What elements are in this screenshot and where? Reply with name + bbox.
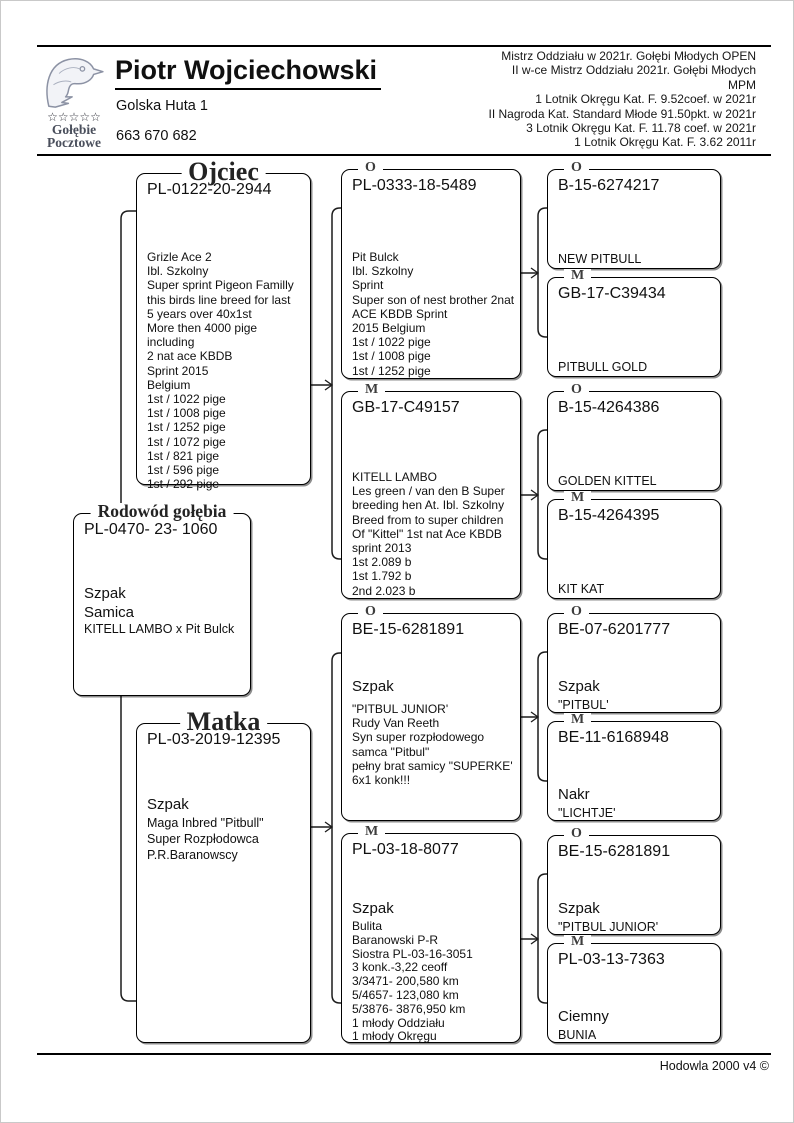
pigeon-color-name: Ciemny [558,1008,609,1025]
mother-color-name: Szpak [147,796,189,813]
pigeon-color-name: Szpak [352,900,394,917]
dam-label: M [564,491,591,505]
subject-ring-number: PL-0470- 23- 1060 [84,521,218,538]
sire-label: O [564,383,589,397]
pigeon-color-name: Nakr [558,786,590,803]
ring-number: B-15-6274217 [558,177,660,194]
pigeon-description: Pit Bulck Ibl. Szkolny Sprint Super son of nest brother 2nat ACE KBDB Sprint 2015 Belgium 1st / 1022 pige 1st / 1008 pige 1st / 1252 pige [352,250,515,378]
pigeon-title: BUNIA [558,1028,597,1042]
mother-box [136,707,311,1043]
dam-label: M [564,269,591,283]
breeder-name: Piotr Wojciechowski [115,55,381,90]
sire-label: O [564,827,589,841]
great-grandparent-box-1 [547,160,721,269]
ring-number: BE-15-6281891 [352,621,465,638]
ring-number: B-15-4264386 [558,399,660,416]
great-grandparent-box-6 [547,712,721,821]
father-description: Grizle Ace 2 Ibl. Szkolny Super sprint Pigeon Familly this birds line breed for last 5 years over 40x1st More then 4000 pige including 2 nat ace KBDB Sprint 2015 Belgium 1st / 1022 pige 1st / 1008 pige 1st / 1252 pige 1st / 1072 pige 1st / 821 pige 1st / 596 pige 1st / 292 pige [147,250,294,492]
sire-label: O [358,605,383,619]
father-ring-number: PL-0122-20-2944 [147,181,272,198]
ring-number: BE-15-6281891 [558,843,671,860]
dam-label: M [564,935,591,949]
subject-box [73,501,251,696]
software-credit: Hodowla 2000 v4 © [659,1059,769,1073]
ring-number: PL-03-13-7363 [558,951,665,968]
pigeon-color-name: Szpak [352,678,394,695]
father-label: Ojciec [181,159,266,185]
pigeon-title: "PITBUL' [558,698,609,712]
header-top-rule [37,45,771,47]
sire-label: O [564,161,589,175]
grandmother-maternal-box [341,824,521,1044]
footer-rule [37,1053,771,1055]
pigeon-description: Bulita Baranowski P-R Siostra PL-03-16-3051 3 konk.-3,22 ceoff 3/3471- 200,580 km 5/4657- 123,080 km 5/3876- 3876,950 km 1 młody Oddziału 1 młody Okręgu [352,919,473,1044]
subject-label: Rodowód gołębia [91,503,234,521]
pigeon-title: "PITBUL JUNIOR' [558,920,659,934]
pigeon-title: "LICHTJE' [558,806,616,820]
pigeon-color-name: Szpak [558,678,600,695]
mother-label: Matka [180,709,268,735]
mother-ring-number: PL-03-2019-12395 [147,731,281,748]
sire-label: O [358,161,383,175]
ring-number: PL-0333-18-5489 [352,177,477,194]
pigeon-description: "PITBUL JUNIOR' Rudy Van Reeth Syn super rozpłodowego samca "Pitbul" pełny brat samicy "SUPERKE' 6x1 konk!!! [352,702,513,788]
ring-number: BE-07-6201777 [558,621,671,638]
mother-description: Maga Inbred "Pitbull" Super Rozpłodowca P.R.Baranowscy [147,816,264,862]
subject-names: Szpak Samica [84,585,135,621]
pigeon-head-icon [39,53,109,109]
header-bottom-rule [37,154,771,156]
grandmother-paternal-box [341,382,521,599]
pigeon-color-name: Szpak [558,900,600,917]
ring-number: GB-17-C39434 [558,285,666,302]
logo-word-1: Gołębie [51,122,97,137]
ring-number: GB-17-C49157 [352,399,460,416]
sire-label: O [564,605,589,619]
great-grandparent-box-7 [547,826,721,935]
great-grandparent-box-3 [547,382,721,491]
grandfather-paternal-box [341,160,521,379]
pigeon-title: KIT KAT [558,582,605,596]
ring-number: PL-03-18-8077 [352,841,459,858]
logo-stars: ☆☆☆☆☆ [47,110,101,124]
great-grandparent-box-5 [547,604,721,713]
pigeon-title: PITBULL GOLD [558,360,648,374]
ring-number: B-15-4264395 [558,507,660,524]
pigeon-title: GOLDEN KITTEL [558,474,657,488]
great-grandparent-box-4 [547,490,721,599]
father-box [136,157,311,492]
subject-parents: KITELL LAMBO x Pit Bulck [84,622,235,636]
pigeon-title: NEW PITBULL [558,252,642,266]
dam-label: M [358,383,385,397]
breeder-logo [35,53,113,149]
great-grandparent-box-2 [547,268,721,377]
great-grandparent-box-8 [547,934,721,1043]
breeder-phone: 663 670 682 [116,128,197,144]
grandfather-maternal-box [341,604,521,821]
breeder-address: Golska Huta 1 [116,98,208,114]
dam-label: M [358,825,385,839]
logo-word-2: Pocztowe [47,135,101,150]
pigeon-description: KITELL LAMBO Les green / van den B Super breeding hen At. Ibl. Szkolny Breed from to super children Of "Kittel" 1st nat Ace KBDB sprint 2013 1st 2.089 b 1st 1.792 b 2nd 2.023 b [352,470,505,598]
achievements-list: Mistrz Oddziału w 2021r. Gołębi Młodych OPEN II w-ce Mistrz Oddziału 2021r. Gołębi Młodych MPM 1 Lotnik Okręgu Kat. F. 9.52coef. w 2021r II Nagroda Kat. Standard Młode 91.50pkt. w 2021r 3 Lotnik Okręgu Kat. F. 11.78 coef. w 2021r 1 Lotnik Okręgu Kat. F. 3.62 2011r [488,49,756,150]
dam-label: M [564,713,591,727]
ring-number: BE-11-6168948 [558,729,669,746]
